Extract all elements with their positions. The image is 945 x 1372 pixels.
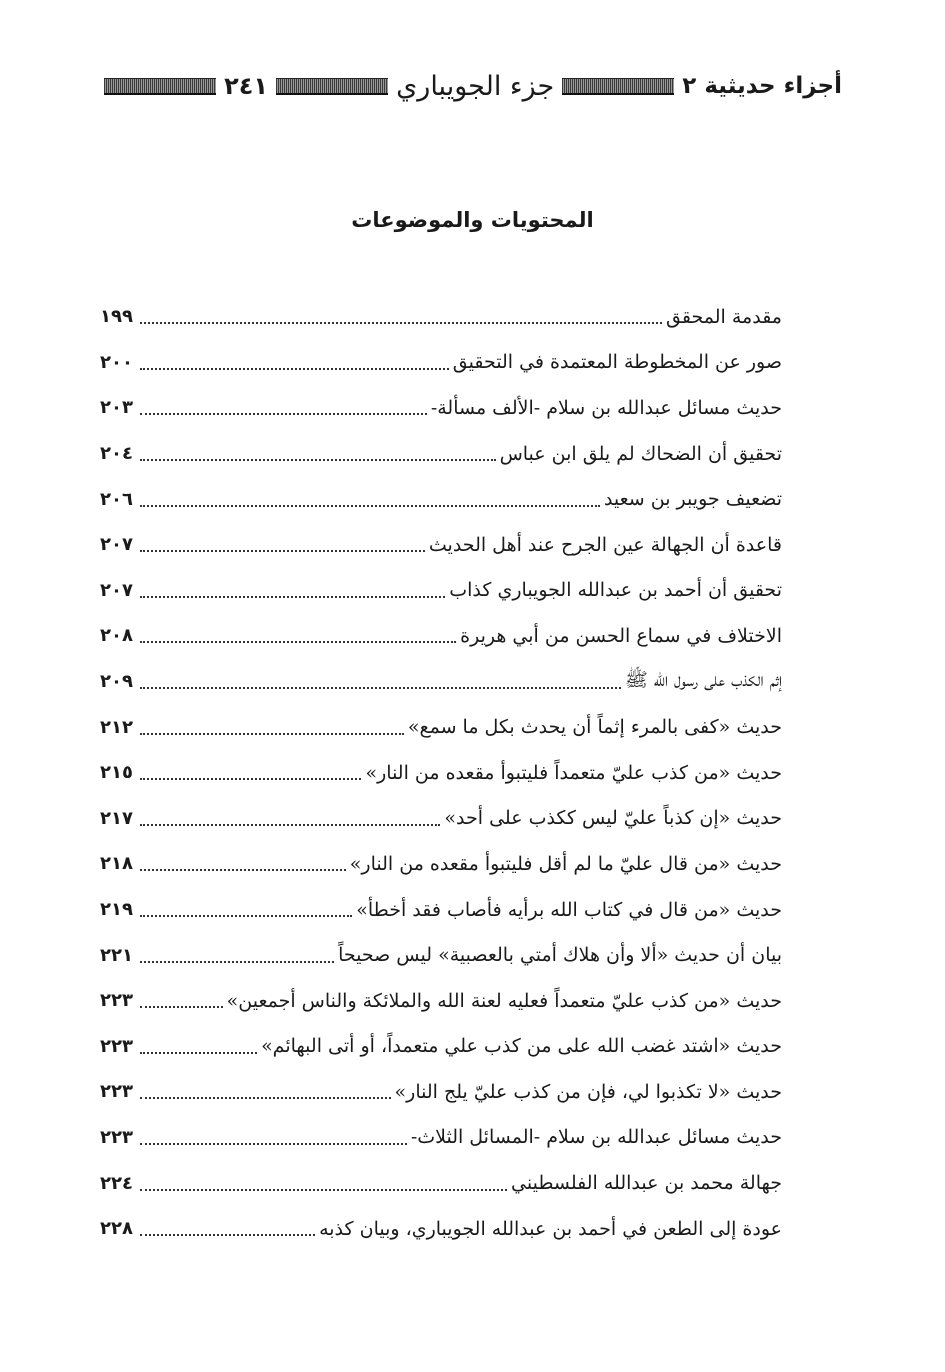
series-title: أجزاء حديثية ٢ (682, 72, 842, 99)
dot-leader (140, 531, 425, 552)
book-title: جزء الجويباري (396, 70, 555, 102)
toc-entry (100, 1206, 782, 1252)
toc-entry-page: ٢٢٨ (100, 1218, 133, 1240)
dot-leader (140, 987, 223, 1008)
toc-entry-page: ٢٠٩ (100, 671, 133, 693)
dot-leader (140, 349, 449, 370)
dot-leader (140, 1033, 257, 1054)
toc-entry (100, 522, 782, 568)
toc-entry-page: ٢٠٧ (100, 579, 133, 601)
toc-entry (100, 568, 782, 614)
toc-entry-title: حديث مسائل عبدالله بن سلام -المسائل الثلاث- (410, 1126, 782, 1149)
dot-leader (140, 440, 496, 461)
dot-leader (140, 805, 440, 826)
toc-entry (100, 659, 782, 705)
toc-entry-title: الاختلاف في سماع الحسن من أبي هريرة (460, 624, 782, 647)
toc-entry-title: جهالة محمد بن عبدالله الفلسطيني (511, 1172, 782, 1195)
toc-entry-page: ٢١٢ (100, 716, 133, 738)
toc-heading: المحتويات والموضوعات (351, 208, 594, 232)
toc-entry (100, 431, 782, 477)
toc-entry-page: ٢١٥ (100, 762, 133, 784)
toc-entry-title: قاعدة أن الجهالة عين الجرح عند أهل الحديث (428, 533, 782, 556)
toc-entry (100, 340, 782, 386)
toc-entry (100, 613, 782, 659)
toc-entry-page: ٢٢٣ (100, 1035, 133, 1057)
toc-entry-page: ٢٠٣ (100, 397, 133, 419)
toc-entry-title: حديث «لا تكذبوا لي، فإن من كذب عليّ يلج النار» (394, 1080, 782, 1103)
dot-leader (140, 486, 600, 507)
toc-entry-page: ٢٢٣ (100, 1081, 133, 1103)
dot-leader (140, 668, 621, 689)
toc-entry-page: ٢٠٧ (100, 534, 133, 556)
toc-entry (100, 704, 782, 750)
toc-entry-title: حديث «من كذب عليّ متعمداً فعليه لعنة الله والملائكة والناس أجمعين» (226, 989, 782, 1012)
toc-entry (100, 1069, 782, 1115)
toc-entry-page: ٢٠٤ (100, 443, 133, 465)
page-number: ٢٤١ (224, 72, 269, 100)
toc-entry-title: إثم الكذب على رسول الله ﷺ (624, 668, 782, 691)
toc-entry-title: حديث «من كذب عليّ متعمداً فليتبوأ مقعده من النار» (365, 761, 782, 784)
toc-entry-title: حديث «من قال في كتاب الله برأيه فأصاب فقد أخطأ» (356, 898, 782, 921)
dot-leader (140, 577, 445, 598)
toc-entry-title: تحقيق أن أحمد بن عبدالله الجويباري كذاب (449, 579, 782, 602)
toc-entry-title: حديث «اشتد غضب الله على من كذب علي متعمداً، أو أتى البهائم» (261, 1035, 782, 1058)
toc-entry-page: ٢٠٠ (100, 351, 133, 373)
toc-entry (100, 294, 782, 340)
toc-entry-page: ١٩٩ (100, 306, 133, 328)
toc-entry (100, 1115, 782, 1161)
toc-entry (100, 1160, 782, 1206)
toc-entry-page: ٢١٩ (100, 899, 133, 921)
dot-leader (140, 942, 334, 963)
toc-entry-page: ٢١٧ (100, 807, 133, 829)
dot-leader (140, 1170, 507, 1191)
dot-leader (140, 394, 427, 415)
toc-entry-page: ٢٢٣ (100, 1126, 133, 1148)
toc-entry (100, 796, 782, 842)
toc-entry-title: حديث «كفى بالمرء إثماً أن يحدث بكل ما سمع» (407, 716, 782, 739)
toc-entry-title: صور عن المخطوطة المعتمدة في التحقيق (452, 351, 782, 374)
header-rule (104, 78, 216, 95)
toc-entry (100, 750, 782, 796)
toc-entry-title: حديث «من قال عليّ ما لم أقل فليتبوأ مقعده من النار» (349, 852, 782, 875)
dot-leader (140, 622, 456, 643)
toc-entry-title: تحقيق أن الضحاك لم يلق ابن عباس (499, 442, 782, 465)
toc-entry (100, 1024, 782, 1070)
header-rule (276, 78, 388, 95)
toc-entry (100, 476, 782, 522)
dot-leader (140, 303, 662, 324)
dot-leader (140, 714, 404, 735)
toc-entry-title: حديث «إن كذباً عليّ ليس ككذب على أحد» (444, 807, 782, 830)
toc-list (100, 294, 782, 1251)
dot-leader (140, 759, 361, 780)
toc-entry (100, 932, 782, 978)
header-rule (562, 78, 674, 95)
dot-leader (140, 1078, 391, 1099)
toc-entry-page: ٢٠٨ (100, 625, 133, 647)
toc-entry-title: مقدمة المحقق (666, 305, 782, 328)
toc-entry (100, 978, 782, 1024)
toc-entry (100, 841, 782, 887)
running-header (104, 62, 842, 110)
toc-entry-title: عودة إلى الطعن في أحمد بن عبدالله الجويباري، وبيان كذبه (319, 1217, 782, 1240)
toc-entry-title: حديث مسائل عبدالله بن سلام -الألف مسألة- (430, 396, 782, 419)
toc-entry-page: ٢٢٤ (100, 1172, 133, 1194)
dot-leader (140, 896, 352, 917)
dot-leader (140, 1215, 315, 1236)
dot-leader (140, 1124, 407, 1145)
toc-entry-page: ٢٠٦ (100, 488, 133, 510)
dot-leader (140, 850, 346, 871)
toc-entry (100, 887, 782, 933)
toc-entry-title: بيان أن حديث «ألا وأن هلاك أمتي بالعصبية» ليس صحيحاً (338, 944, 782, 967)
toc-entry (100, 385, 782, 431)
toc-entry-page: ٢١٨ (100, 853, 133, 875)
toc-entry-page: ٢٢١ (100, 944, 133, 966)
toc-entry-page: ٢٢٣ (100, 990, 133, 1012)
toc-entry-title: تضعيف جويبر بن سعيد (603, 488, 782, 511)
